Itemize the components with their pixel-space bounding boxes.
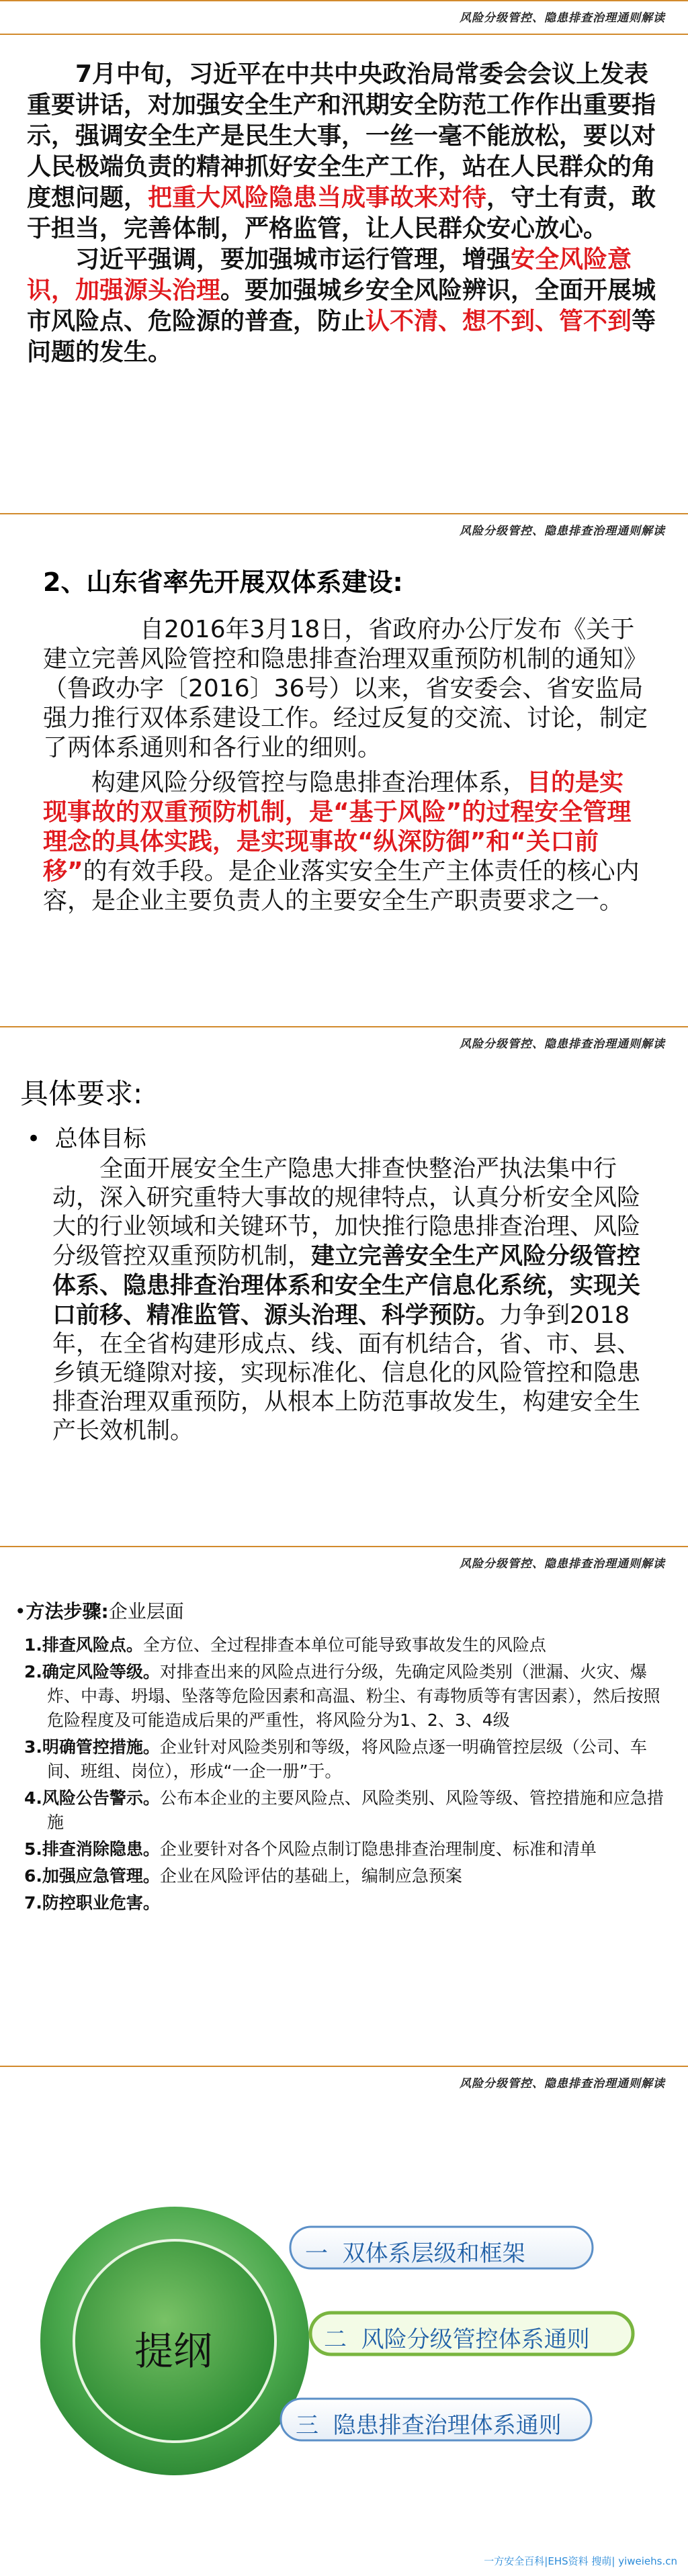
item-title: 加强应急管理。 (42, 1866, 160, 1886)
item-number: 7. (24, 1893, 42, 1913)
header-text: 风险分级管控、隐患排查治理通则解读 (460, 11, 665, 25)
bullet-dot: • (15, 1600, 26, 1622)
header-bar (0, 0, 688, 35)
slide-1 (0, 0, 688, 510)
slide-4-heading (15, 1600, 184, 1624)
slide-2-body (43, 615, 648, 916)
slide-3-paragraph (52, 1155, 661, 1446)
footer-watermark: 一方安全百科|EHS资料 搜萌| yiweiehs.cn (484, 2555, 677, 2567)
list-item (24, 1786, 669, 1835)
slide-3-body (52, 1155, 661, 1446)
text-run: 等问题的发生。 (27, 308, 656, 366)
header-bar (0, 1026, 688, 1061)
list-item (24, 1837, 669, 1861)
outline-item-3[interactable]: 三 隐患排查治理体系通则 (296, 2412, 562, 2439)
highlight-text: 目的是实现事故的双重预防机制，是“基于风险”的过程安全管理理念的具体实践，是实现事故“纵深防御”和“关口前移” (43, 769, 632, 885)
slide-1-paragraph-1 (27, 59, 661, 244)
header-bar (0, 2066, 688, 2101)
slide-2 (0, 547, 688, 1023)
list-item (24, 1891, 669, 1915)
item-title: 明确管控措施。 (42, 1737, 160, 1757)
item-text: 企业要针对各个风险点制订隐患排查治理制度、标准和清单 (159, 1839, 597, 1859)
item-text: 公布本企业的主要风险点、风险类别、风险等级、管控措施和应急措施 (47, 1788, 664, 1832)
bold-text: 建立完善安全生产风险分级管控体系、隐患排查治理体系和安全生产信息化系统，实现关口前移、精准监管、源头治理、科学预防。 (52, 1242, 641, 1329)
outline-item-1[interactable]: 一 双体系层级和框架 (305, 2240, 525, 2267)
item-number: 1. (24, 1635, 42, 1655)
item-number: 3. (24, 1737, 42, 1757)
slide-3-title: 具体要求: (20, 1077, 143, 1110)
item-text: 企业在风险评估的基础上，编制应急预案 (159, 1866, 462, 1886)
text-run: 力争到2018年，在全省构建形成点、线、面有机结合，省、市、县、乡镇无缝隙对接，实现标准化、信息化的风险管控和隐患排查治理双重预防，从根本上防范事故发生，构建安全生产长效机制。 (52, 1302, 641, 1444)
bullet-label: 总体目标 (54, 1125, 146, 1152)
list-item (24, 1864, 669, 1888)
text-run: 强调安全生产是民生大事，一丝一毫不能放松，要以对人民极端负责的精神抓好安全生产工作，站在人民群众的角度想问题， (27, 122, 656, 212)
header-bar (0, 513, 688, 548)
slide-1-paragraph-2 (27, 244, 661, 368)
list-item (24, 1660, 669, 1733)
text-run: 。要加强城乡安全风险辨识，全面开展城市风险点、危险源的普查，防止 (27, 277, 656, 335)
header-bar (0, 1546, 688, 1581)
item-title: 排查风险点。 (42, 1635, 143, 1655)
item-number: 2. (24, 1662, 42, 1682)
slide-1-body (27, 59, 661, 368)
text-run: ，守土有责，敢于担当，完善体制，严格监管，让人民群众安心放心。 (27, 184, 656, 242)
heading-bold: 方法步骤: (26, 1600, 109, 1622)
slide-2-paragraph-2 (43, 768, 648, 916)
text-run: 构建风险分级管控与隐患排查治理体系， (91, 769, 527, 796)
item-title: 确定风险等级。 (42, 1662, 160, 1682)
bullet-dot: • (27, 1125, 55, 1152)
highlight-text: 认不清、想不到、管不到 (366, 308, 632, 335)
text-run: 全面开展安全生产隐患大排查快整治严执法集中行动，深入研究重特大事故的规律特点，认真分析安全风险大的行业领域和关键环节，加快推行隐患排查治理、风险分级管控双重预防机制， (52, 1156, 641, 1270)
header-text: 风险分级管控、隐患排查治理通则解读 (460, 1038, 665, 1051)
text-run: 习近平强调，要加强城市运行管理，增强 (75, 246, 511, 273)
item-number: 4. (24, 1788, 42, 1808)
item-title: 防控职业危害。 (42, 1893, 160, 1913)
header-text: 风险分级管控、隐患排查治理通则解读 (460, 2077, 665, 2090)
list-item (24, 1633, 669, 1657)
highlight-text: 安全风险意识，加强源头治理 (27, 246, 632, 304)
item-text: 对排查出来的风险点进行分级，先确定风险类别（泄漏、火灾、爆炸、中毒、坍塌、坠落等危险因素和高温、粉尘、有毒物质等有害因素），然后按照危险程度及可能造成后果的严重性，将风险分为1、2、3、4级 (47, 1662, 660, 1730)
slide-3-bullet (27, 1120, 146, 1153)
item-text: 企业针对风险类别和等级，将风险点逐一明确管控层级（公司、车间、班组、岗位），形成“一企一册”于。 (47, 1737, 647, 1781)
list-item (24, 1735, 669, 1784)
text-run: 的有效手段。是企业落实安全生产主体责任的核心内容，是企业主要负责人的主要安全生产职责要求之一。 (43, 858, 640, 915)
slide-2-paragraph-1: 自2016年3月18日，省政府办公厅发布《关于建立完善风险管控和隐患排查治理双重预防机制的通知》（鲁政办字〔2016〕36号）以来，省安委会、省安监局强力推行双体系建设工作。经过反复的交流、讨论，制定了两体系通则和各行业的细则。 (43, 616, 648, 762)
slide-4 (0, 1579, 688, 2063)
outline-item-2[interactable]: 二 风险分级管控体系通则 (324, 2326, 590, 2353)
header-text: 风险分级管控、隐患排查治理通则解读 (460, 524, 665, 538)
item-text: 全方位、全过程排查本单位可能导致事故发生的风险点 (142, 1635, 546, 1655)
slide-2-title: 2、山东省率先开展双体系建设: (43, 567, 403, 597)
item-number: 5. (24, 1839, 42, 1859)
slide-3 (0, 1060, 688, 1543)
text-run: 7月中旬，习近平在中共中央政治局常委会会议上发表重要讲话，对加强安全生产和汛期安全防范工作作出重要指示， (27, 60, 656, 150)
item-title: 排查消除隐患。 (42, 1839, 160, 1859)
item-title: 风险公告警示。 (42, 1788, 160, 1808)
slide-5 (0, 2099, 688, 2576)
outline-center-label: 提纲 (134, 2328, 213, 2374)
item-number: 6. (24, 1866, 42, 1886)
highlight-text: 把重大风险隐患当成事故来对待 (148, 184, 487, 212)
header-text: 风险分级管控、隐患排查治理通则解读 (460, 1557, 665, 1571)
heading-rest: 企业层面 (108, 1600, 184, 1622)
step-list (24, 1633, 669, 1918)
